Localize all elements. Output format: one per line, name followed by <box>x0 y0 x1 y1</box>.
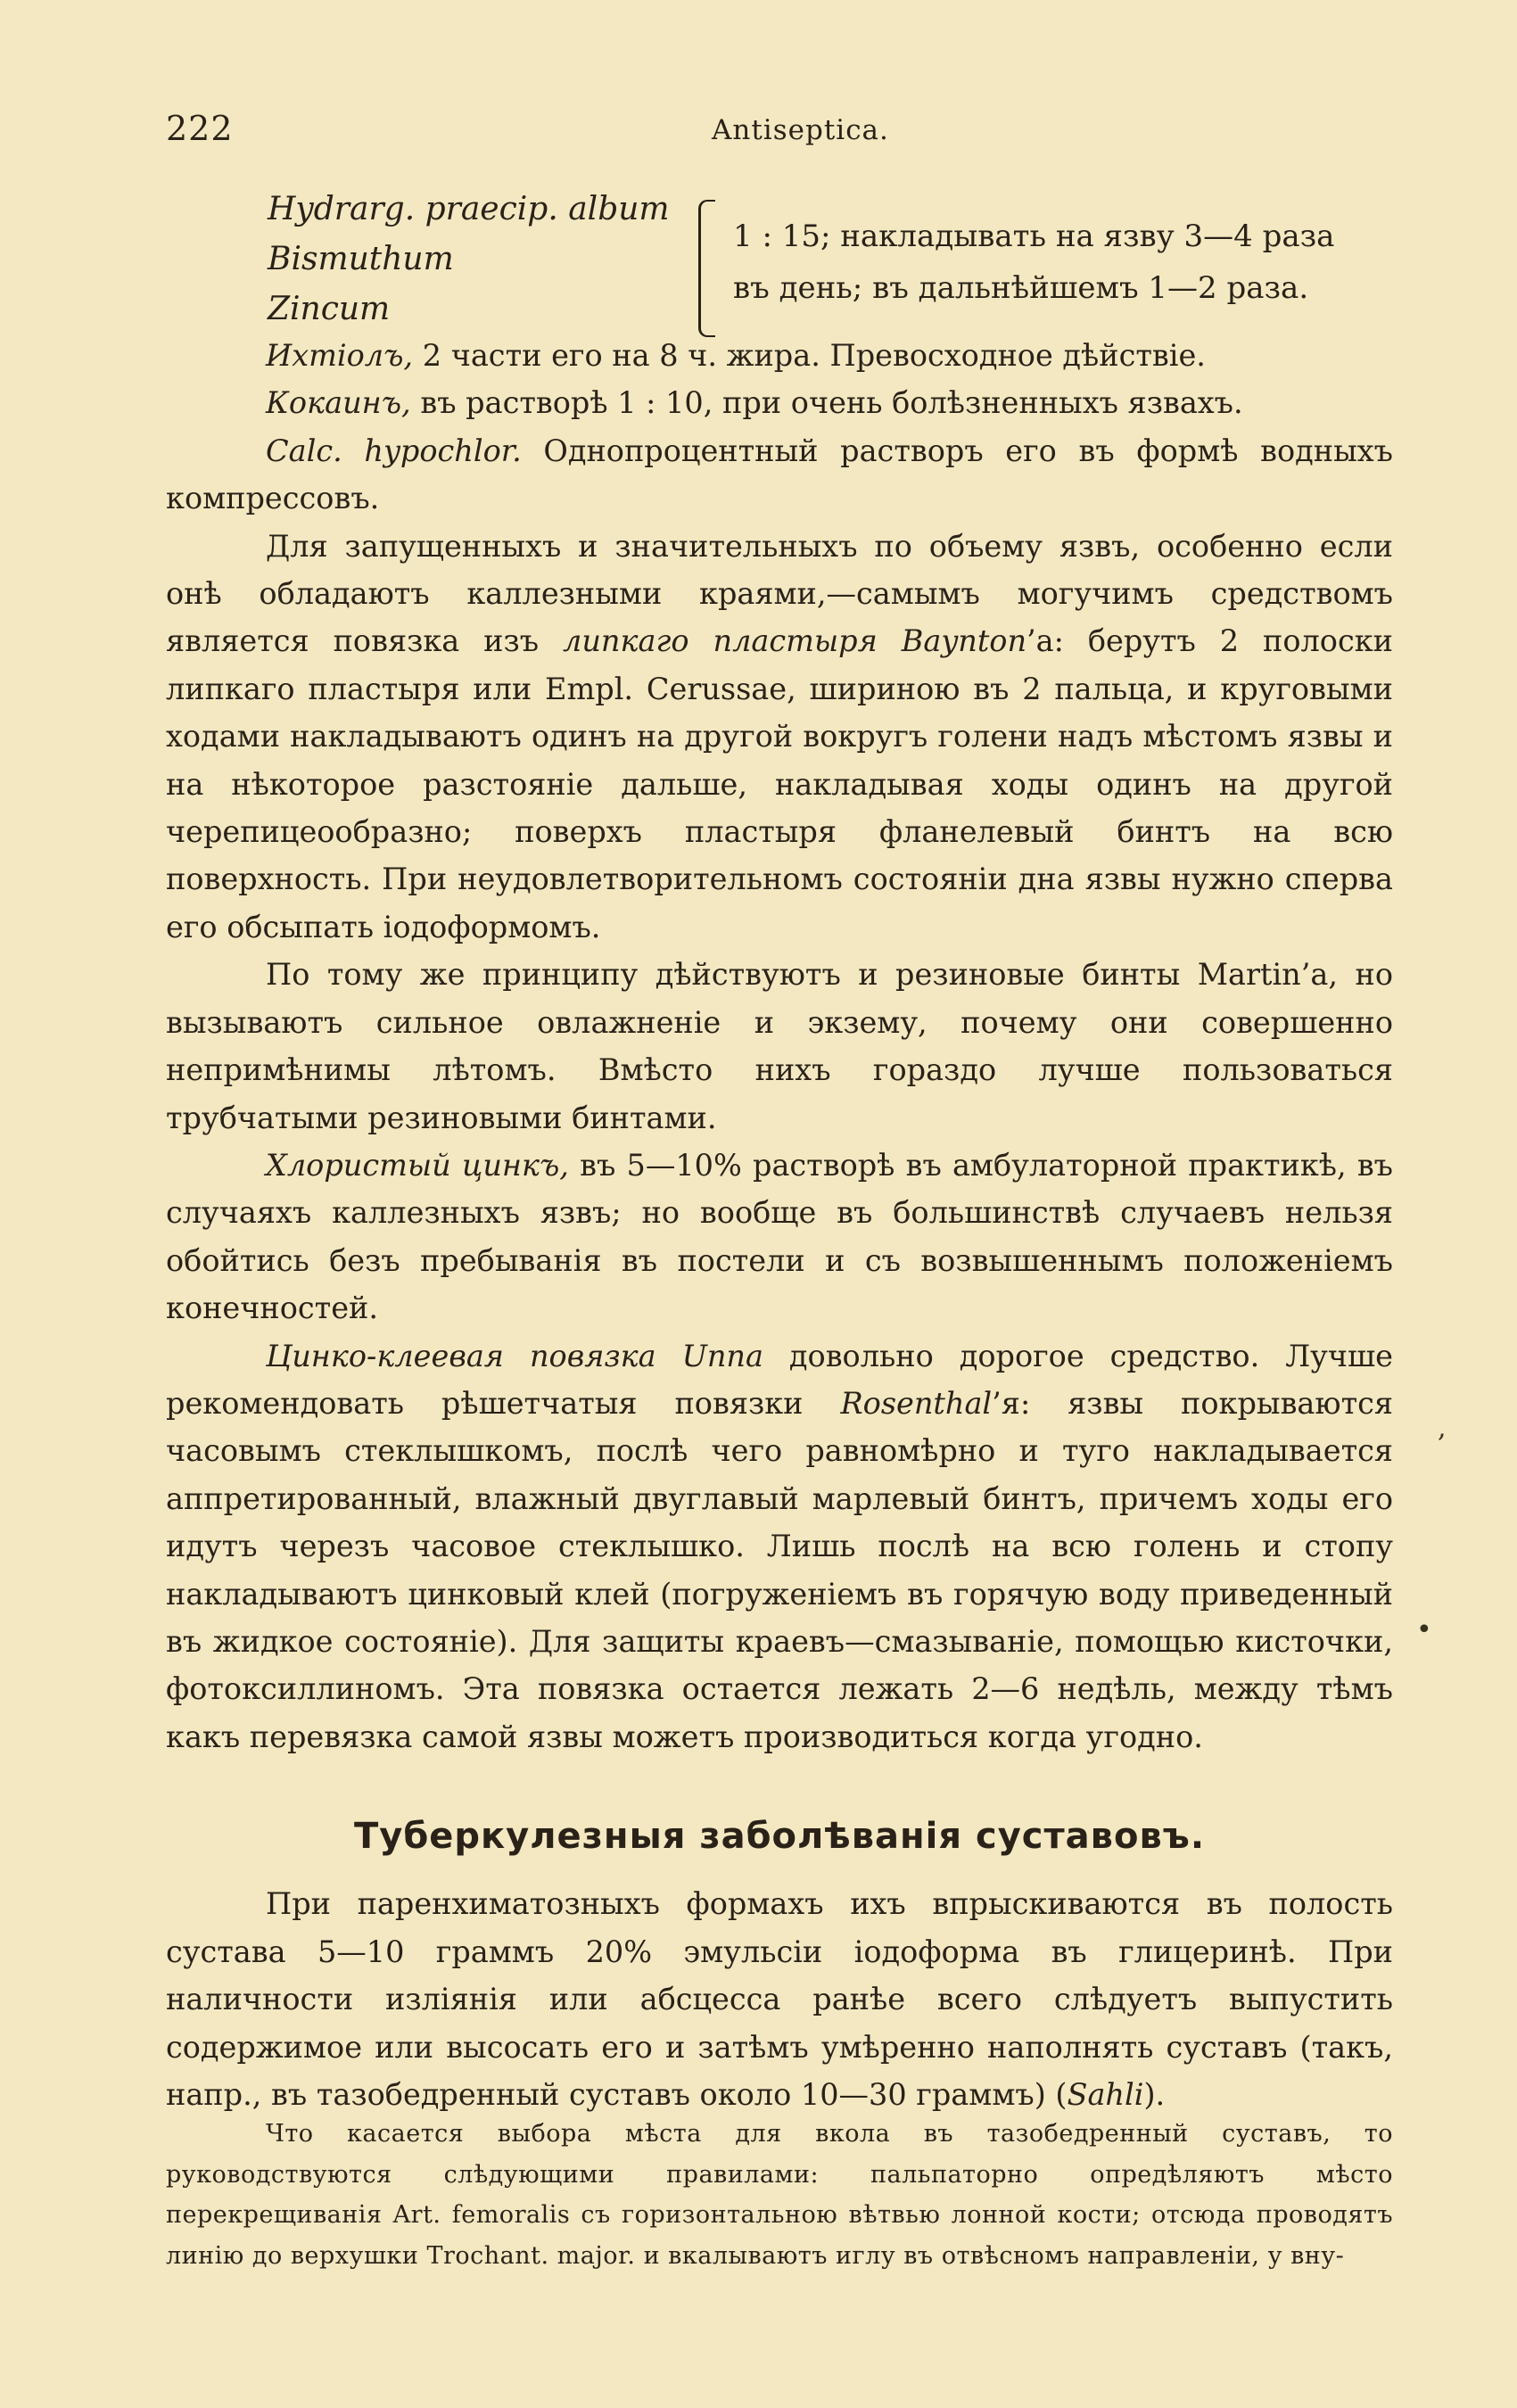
prescription-note <box>733 210 1402 314</box>
page-header <box>166 109 1397 162</box>
term-zinc-chloride: Хлористый цинкъ, <box>266 1147 569 1183</box>
text-zinc-chloride: въ 5—10% растворѣ въ амбулаторной практикѣ, въ случаяхъ каллезныхъ язвъ; но вообще въ большинствѣ случаевъ нельзя обойтись безъ пребыванія въ постели и съ возвышеннымъ положеніемъ конечностей. <box>166 1147 1393 1326</box>
prescription-note-line-2: въ день; въ дальнѣйшемъ 1—2 раза. <box>733 270 1309 306</box>
author-sahli: Sahli <box>1067 2077 1144 2113</box>
text-cocaine: въ растворѣ 1 : 10, при очень болѣзненныхъ язвахъ. <box>410 385 1243 421</box>
text-joints-after: ). <box>1143 2077 1166 2113</box>
margin-mark: , <box>1438 1413 1447 1444</box>
section-text <box>166 1880 1393 2119</box>
term-rosenthal: Rosenthal <box>840 1385 993 1421</box>
margin-dot: • <box>1416 1614 1432 1645</box>
brace-bracket <box>698 200 715 337</box>
text-unna-2: ’я: язвы покрываются часовымъ стеклышкомъ, послѣ чего равномѣрно и туго накладывается аппретированный, влажный двуглавый марлевый бинтъ, причемъ ходы его идутъ черезъ часовое стеклышко. Лишь послѣ на всю голень и стопу накладываютъ цинковый клей (погруженіемъ въ горячую воду приведенный въ жидкое состояніе). Для защиты краевъ—смазываніе, помощью кисточки, фотоксиллиномъ. Эта повязка остается лежать 2—6 недѣль, между тѣмъ какъ перевязка самой язвы можетъ производиться когда угодно. <box>166 1385 1393 1754</box>
paragraph-calc <box>166 427 1393 523</box>
paragraph-joints <box>166 1880 1393 2119</box>
term-baynton: липкаго пластыря Baynton <box>563 623 1027 659</box>
text-baynton-after: ’а: берутъ 2 полоски липкаго пластыря или Empl. Cerussae, шириною въ 2 пальца, и круговыми ходами накладываютъ одинъ на другой вокругъ голени надъ мѣстомъ язвы и на нѣкоторое разстояніе дальше, накладывая ходы одинъ на другой черепицеообразно; поверхъ пластыря фланелевый бинтъ на всю поверхность. При неудовлетворительномъ состояніи дна язвы нужно сперва его обсыпать іодоформомъ. <box>166 623 1393 944</box>
text-joints-before: При паренхиматозныхъ формахъ ихъ впрыскиваются въ полость сустава 5—10 граммъ 20% эмульсіи іодоформа въ глицеринѣ. При наличности изліянія или абсцесса ранѣе всего слѣдуетъ выпустить содержимое или высосать его и затѣмъ умѣренно наполнять суставъ (такъ, напр., въ тазобедренный суставъ около 10—30 граммъ) ( <box>166 1886 1393 2113</box>
section-heading: Туберкулезныя заболѣванія суставовъ. <box>353 1816 1206 1857</box>
ingredient-hydrargyrum: Hydrarg. praecip. album <box>268 191 670 227</box>
paragraph-zinc-chloride <box>166 1142 1393 1332</box>
ingredient-zincum: Zincum <box>268 291 391 327</box>
running-head: Antiseptica. <box>712 114 889 146</box>
footnote-text: Что касается выбора мѣста для вкола въ тазобедренный суставъ, то руководствуются слѣдующими правилами: пальпаторно опредѣляютъ мѣсто перекрещиванія Art. femoralis съ горизонтальною вѣтвью лонной кости; отсюда проводятъ линію до верхушки Trochant. major. и вкалываютъ иглу въ отвѣсномъ направленіи, у вну- <box>166 2120 1393 2270</box>
term-ichthyol: Ихтіолъ, <box>266 338 414 373</box>
paragraph-ichthyol <box>166 332 1393 379</box>
paragraph-baynton <box>166 523 1393 952</box>
text-calc: Однопроцентный растворъ его въ формѣ водныхъ компрессовъ. <box>166 433 1393 516</box>
prescription-block <box>268 187 1400 335</box>
paragraph-martin: По тому же принципу дѣйствуютъ и резиновые бинты Martin’a, но вызываютъ сильное овлажненіе и экзему, почему они совершенно непримѣнимы лѣтомъ. Вмѣсто нихъ гораздо лучше пользоваться трубчатыми резиновыми бинтами. <box>166 957 1393 1135</box>
text-unna-1: довольно дорогое средство. Лучше рекомендовать рѣшетчатыя повязки <box>166 1338 1393 1421</box>
term-unna: Цинко-клеевая повязка Unna <box>266 1338 763 1373</box>
ingredient-bismuthum: Bismuthum <box>268 241 454 277</box>
page-number: 222 <box>166 109 234 148</box>
main-text <box>166 332 1393 1761</box>
term-cocaine: Кокаинъ, <box>266 385 411 421</box>
paragraph-cocaine <box>166 379 1393 426</box>
term-calc: Calc. hypochlor. <box>266 433 522 468</box>
text-ichthyol: 2 части его на 8 ч. жира. Превосходное дѣйствіе. <box>413 338 1206 373</box>
prescription-note-line-1: 1 : 15; накладывать на язву 3—4 раза <box>733 219 1335 254</box>
paragraph-unna <box>166 1332 1393 1761</box>
small-print-note <box>166 2114 1393 2276</box>
text-baynton-before: Для запущенныхъ и значительныхъ по объему язвъ, особенно если онѣ обладаютъ каллезными краями,—самымъ могучимъ средствомъ является повязка изъ <box>166 528 1393 659</box>
